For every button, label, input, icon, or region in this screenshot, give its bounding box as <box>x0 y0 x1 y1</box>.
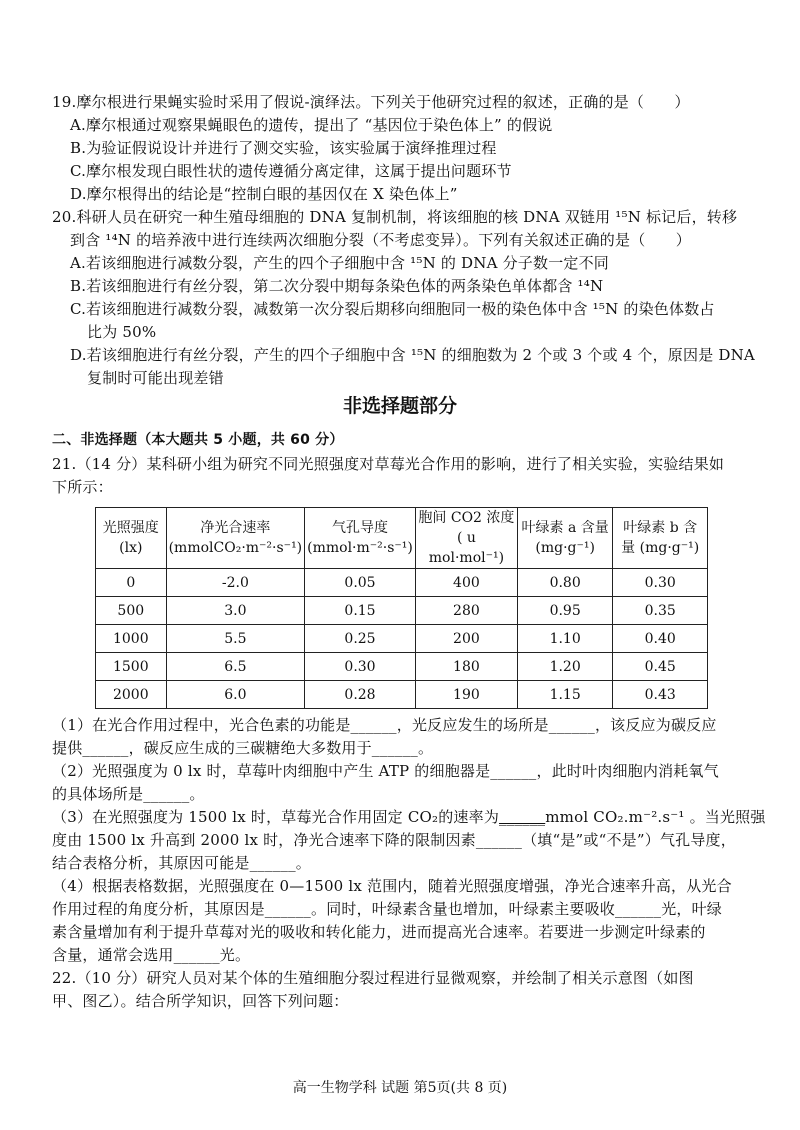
q21-part3-line1: （3）在光照强度为 1500 lx 时，草莓光合作用固定 CO₂的速率为______mmol CO₂.m⁻².s⁻¹ 。当光照强 <box>52 808 766 826</box>
table-cell: 500 <box>96 597 167 625</box>
table-cell: 0.35 <box>613 597 708 625</box>
table-header-cell: 气孔导度 (mmol·m⁻²·s⁻¹) <box>305 508 416 569</box>
q19-option-b: B.为验证假说设计并进行了测交实验，该实验属于演绎推理过程 <box>70 139 497 157</box>
table-cell: 0.28 <box>305 681 416 709</box>
section-title: 非选择题部分 <box>342 395 457 417</box>
q21-data-table <box>95 507 708 709</box>
q21-part3-line2: 度由 1500 lx 升高到 2000 lx 时，净光合速率下降的限制因素______（填“是”或“不是”）气孔导度， <box>52 831 736 849</box>
table-cell: 0.30 <box>613 569 708 597</box>
table-cell: 0.43 <box>613 681 708 709</box>
q19-option-a: A.摩尔根通过观察果蝇眼色的遗传，提出了 “基因位于染色体上” 的假说 <box>70 116 553 134</box>
table-row <box>96 681 708 709</box>
table-cell: 0 <box>96 569 167 597</box>
q21-intro-line2: 下所示： <box>52 478 113 496</box>
table-row <box>96 597 708 625</box>
table-cell: 1.10 <box>517 625 612 653</box>
q21-intro-line1: 21.（14 分）某科研小组为研究不同光照强度对草莓光合作用的影响，进行了相关实验，实验结果如 <box>52 455 725 473</box>
table-cell: 1500 <box>96 653 167 681</box>
q20-option-d-line2: 复制时可能出现差错 <box>87 369 224 387</box>
q21-part4-line2: 作用过程的角度分析，其原因是______。同时，叶绿素含量也增加，叶绿素主要吸收______光，叶绿 <box>52 900 723 918</box>
table-header-cell: 叶绿素 a 含量 (mg·g⁻¹) <box>517 508 612 569</box>
table-cell: 0.25 <box>305 625 416 653</box>
table-cell: -2.0 <box>166 569 305 597</box>
q21-part2-line1: （2）光照强度为 0 lx 时，草莓叶肉细胞中产生 ATP 的细胞器是______，此时叶肉细胞内消耗氧气 <box>52 762 719 780</box>
table-cell: 3.0 <box>166 597 305 625</box>
table-cell: 6.5 <box>166 653 305 681</box>
table-cell: 2000 <box>96 681 167 709</box>
q20-option-a: A.若该细胞进行减数分裂，产生的四个子细胞中含 ¹⁵N 的 DNA 分子数一定不同 <box>70 254 610 272</box>
q20-stem-line1: 20.科研人员在研究一种生殖母细胞的 DNA 复制机制，将该细胞的核 DNA 双链用 ¹⁵N 标记后，转移 <box>52 208 738 226</box>
section-heading: 二、非选择题（本大题共 5 小题，共 60 分） <box>52 432 344 448</box>
table-header-cell: 光照强度 (lx) <box>96 508 167 569</box>
table-cell: 1.15 <box>517 681 612 709</box>
table-row <box>96 653 708 681</box>
table-cell: 400 <box>415 569 517 597</box>
q21-part4-line4: 含量，通常会选用______光。 <box>52 946 251 964</box>
table-cell: 0.15 <box>305 597 416 625</box>
table-cell: 200 <box>415 625 517 653</box>
table-cell: 0.45 <box>613 653 708 681</box>
table-cell: 180 <box>415 653 517 681</box>
table-cell: 0.30 <box>305 653 416 681</box>
q19-option-d: D.摩尔根得出的结论是“控制白眼的基因仅在 X 染色体上” <box>70 185 458 203</box>
q22-line2: 甲、图乙）。结合所学知识，回答下列问题： <box>52 992 349 1010</box>
table-row <box>96 625 708 653</box>
page-footer: 高一生物学科 试题 第5页(共 8 页) <box>292 1080 508 1096</box>
table-row <box>96 569 708 597</box>
table-cell: 0.05 <box>305 569 416 597</box>
table-cell: 0.80 <box>517 569 612 597</box>
q20-option-c-line1: C.若该细胞进行减数分裂，减数第一次分裂后期移向细胞同一极的染色体中含 ¹⁵N 的染色体数占 <box>70 300 715 318</box>
table-cell: 1.20 <box>517 653 612 681</box>
q21-part3-line3: 结合表格分析，其原因可能是______。 <box>52 854 312 872</box>
table-cell: 6.0 <box>166 681 305 709</box>
answer-blank: ______ <box>499 808 546 826</box>
q20-option-b: B.若该细胞进行有丝分裂，第二次分裂中期每条染色体的两条染色单体都含 ¹⁴N <box>70 277 604 295</box>
q21-part2-line2: 的具体场所是______。 <box>52 785 205 803</box>
table-cell: 190 <box>415 681 517 709</box>
q20-option-d-line1: D.若该细胞进行有丝分裂，产生的四个子细胞中含 ¹⁵N 的细胞数为 2 个或 3 个或 4 个，原因是 DNA <box>70 346 755 364</box>
q21-part1-line1: （1）在光合作用过程中，光合色素的功能是______，光反应发生的场所是______，该反应为碳反应 <box>52 716 717 734</box>
table-header-row <box>96 508 708 569</box>
table-cell: 0.40 <box>613 625 708 653</box>
q20-option-c-line2: 比为 50% <box>87 323 157 341</box>
table-cell: 5.5 <box>166 625 305 653</box>
table-cell: 280 <box>415 597 517 625</box>
table-header-cell: 净光合速率 (mmolCO₂·m⁻²·s⁻¹) <box>166 508 305 569</box>
q19-option-c: C.摩尔根发现白眼性状的遗传遵循分离定律，这属于提出问题环节 <box>70 162 512 180</box>
q21-part1-line2: 提供______，碳反应生成的三碳糖绝大多数用于______。 <box>52 739 434 757</box>
q21-part4-line1: （4）根据表格数据，光照强度在 0—1500 lx 范围内，随着光照强度增强，净光合速率升高，从光合 <box>52 877 732 895</box>
q19-stem: 19.摩尔根进行果蝇实验时采用了假说-演绎法。下列关于他研究过程的叙述，正确的是（ ） <box>52 93 690 111</box>
q20-stem-line2: 到含 ¹⁴N 的培养液中进行连续两次细胞分裂（不考虑变异）。下列有关叙述正确的是（ ） <box>70 231 691 249</box>
table-cell: 0.95 <box>517 597 612 625</box>
table-header-cell: 叶绿素 b 含 量 (mg·g⁻¹) <box>613 508 708 569</box>
q22-line1: 22.（10 分）研究人员对某个体的生殖细胞分裂过程进行显微观察，并绘制了相关示意图（如图 <box>52 969 694 987</box>
table-cell: 1000 <box>96 625 167 653</box>
q21-part4-line3: 素含量增加有利于提升草莓对光的吸收和转化能力，进而提高光合速率。若要进一步测定叶绿素的 <box>52 923 706 941</box>
table-header-cell: 胞间 CO2 浓度 ( u mol·mol⁻¹) <box>415 508 517 569</box>
